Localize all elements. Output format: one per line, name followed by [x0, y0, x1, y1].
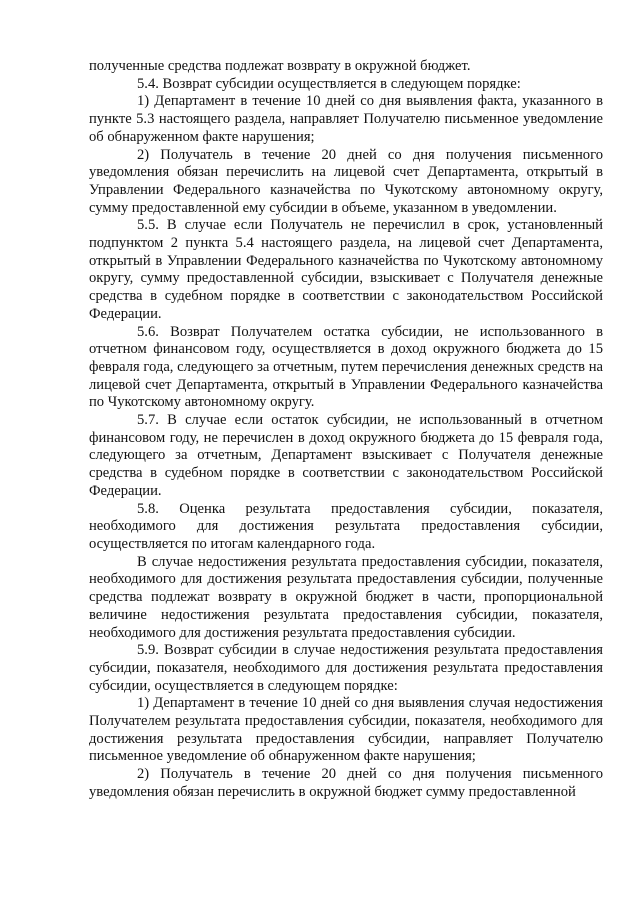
paragraph-5-4: 5.4. Возврат субсидии осуществляется в следующем порядке:	[137, 75, 521, 92]
paragraph-continuation: полученные средства подлежат возврату в окружной бюджет.	[89, 58, 471, 74]
paragraph-5-4-2: 2) Получатель в течение 20 дней со дня получения письменного уведомления обязан перечислить на лицевой счет Департамента, открытый в Управлении Федерального казначейства по Чукотскому автономному округу, сумму предоставленной ему субсидии в объеме, указанном в уведомлении.	[89, 146, 603, 216]
paragraph-5-7: 5.7. В случае если остаток субсидии, не использованный в отчетном финансовом году, не перечислен в доход окружного бюджета до 15 февраля года, следующего за отчетным, Департамент взыскивает с Получателя денежные средства в судебном порядке в соответствии с законодательством Российской Федерации.	[89, 412, 603, 499]
paragraph-5-9-2: 2) Получатель в течение 20 дней со дня получения письменного уведомления обязан перечислить в окружной бюджет сумму предоставленной	[89, 766, 603, 800]
paragraph-5-5: 5.5. В случае если Получатель не перечислил в срок, установленный подпунктом 2 пункта 5.4 настоящего раздела, на лицевой счет Департамента, открытый в Управлении Федерального казначейства по Чукотскому автономному округу, сумму предоставленной субсидии, взыскивает с Получателя денежные средства в судебном порядке в соответствии с законодательством Российской Федерации.	[89, 217, 603, 322]
paragraph-5-8-continued: В случае недостижения результата предоставления субсидии, показателя, необходимого для достижения результата предоставления субсидии, полученные средства подлежат возврату в окружной бюджет в части, пропорциональной величине недостижения результата предоставления субсидии, показателя, необходимого для достижения результата предоставления субсидии.	[89, 553, 603, 641]
paragraph-5-9-1: 1) Департамент в течение 10 дней со дня выявления случая недостижения Получателем результата предоставления субсидии, показателя, необходимого для достижения результата предоставления субсидии, направляет Получателю письменное уведомление об обнаруженном факте нарушения;	[89, 695, 603, 765]
paragraph-5-8: 5.8. Оценка результата предоставления субсидии, показателя, необходимого для достижения результата предоставления субсидии, осуществляется по итогам календарного года.	[89, 500, 603, 552]
document-page	[89, 58, 603, 802]
paragraph-5-6: 5.6. Возврат Получателем остатка субсидии, не использованного в отчетном финансовом году, осуществляется в доход окружного бюджета до 15 февраля года, следующего за отчетным, путем перечисления денежных средств на лицевой счет Департамента, открытый в Управлении Федерального казначейства по Чукотскому автономному округу.	[89, 323, 603, 411]
paragraph-5-9: 5.9. Возврат субсидии в случае недостижения результата предоставления субсидии, показателя, необходимого для достижения результата предоставления субсидии, осуществляется в следующем порядке:	[89, 642, 603, 694]
paragraph-5-4-1: 1) Департамент в течение 10 дней со дня выявления факта, указанного в пункте 5.3 настоящего раздела, направляет Получателю письменное уведомление об обнаруженном факте нарушения;	[89, 93, 603, 145]
